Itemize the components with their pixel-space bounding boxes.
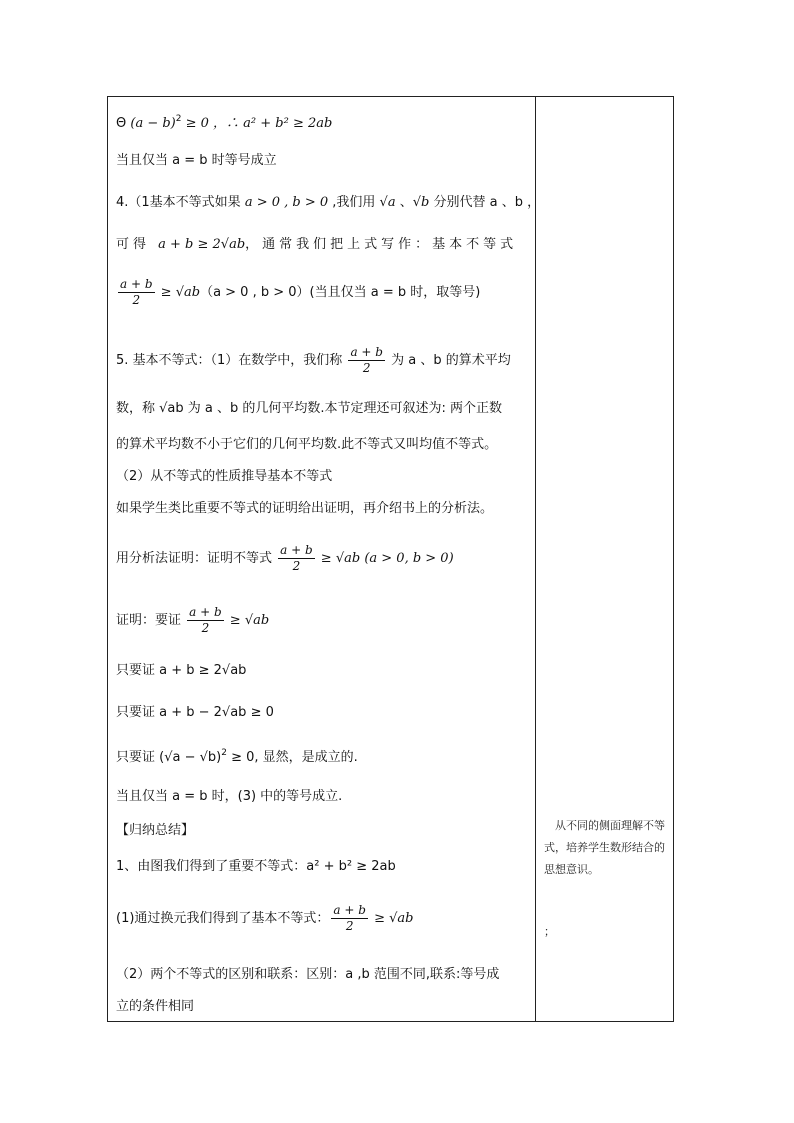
text-line: 当且仅当 a = b 时，(3) 中的等号成立.	[116, 789, 343, 804]
content-table	[107, 96, 674, 1022]
text-line: (1)通过换元我们得到了基本不等式： $\frac{a + b}{2}$ ≥ √ab	[116, 903, 414, 933]
text-line: 1、由图我们得到了重要不等式：a² + b² ≥ 2ab	[116, 859, 396, 874]
text-line: 证明：要证 $\frac{a + b}{2}$ ≥ √ab	[116, 605, 270, 635]
text-line: 的算术平均数不小于它们的几何平均数.此不等式又叫均值不等式。	[116, 437, 498, 452]
text-line: 只要证 a + b ≥ 2√ab	[116, 663, 247, 678]
text-line: $\frac{a + b}{2}$ ≥ √ab（a > 0 , b > 0）(当且仅当 a = b 时，取等号)	[120, 277, 481, 307]
text-line: 只要证 a + b − 2√ab ≥ 0	[116, 705, 274, 720]
fraction: $\frac{a + b}{2}$	[120, 277, 153, 307]
section-heading: 【归纳总结】	[116, 823, 195, 838]
side-note: 从不同的侧面理解不等式，培养学生数形结合的思想意识。	[544, 819, 665, 876]
text-line: 如果学生类比重要不等式的证明给出证明，再介绍书上的分析法。	[116, 501, 494, 516]
fraction: $\frac{a + b}{2}$	[280, 543, 313, 573]
text-line: 5. 基本不等式：（1）在数学中，我们称 $\frac{a + b}{2}$ 为 a 、b 的算术平均	[116, 345, 511, 375]
text-line: 数，称 √ab 为 a 、b 的几何平均数.本节定理还可叙述为: 两个正数	[116, 401, 503, 416]
text-line: 当且仅当 a = b 时等号成立	[116, 153, 277, 168]
text-line: 只要证 $(√a - √b)^2 \ge 0$, 显然，是成立的.	[116, 748, 358, 765]
fraction: $\frac{a + b}{2}$	[189, 605, 222, 635]
text-line: Θ $(a - b)^2 \ge 0$ ，∴ a² + b² ≥ 2ab	[116, 114, 333, 131]
text-line: （2）从不等式的性质推导基本不等式	[116, 469, 333, 484]
text-line: 立的条件相同	[116, 999, 195, 1014]
fraction: $\frac{a + b}{2}$	[333, 903, 366, 933]
text-line: （2）两个不等式的区别和联系：区别：a ,b 范围不同,联系:等号成	[116, 967, 500, 982]
fraction: $\frac{a + b}{2}$	[350, 345, 383, 375]
text-line: 4.（1基本不等式如果 a > 0 , b > 0 ,我们用 √a 、√b 分别代替 a 、b ，	[116, 195, 541, 210]
side-note-mark: ；	[544, 925, 555, 938]
column-divider	[535, 97, 536, 1021]
text-line: 用分析法证明：证明不等式 $\frac{a + b}{2}$ ≥ √ab (a > 0, b > 0)	[116, 543, 454, 573]
text-line: 可得 a + b ≥ 2√ab，通常我们把上式写作：基本不等式	[116, 237, 518, 252]
